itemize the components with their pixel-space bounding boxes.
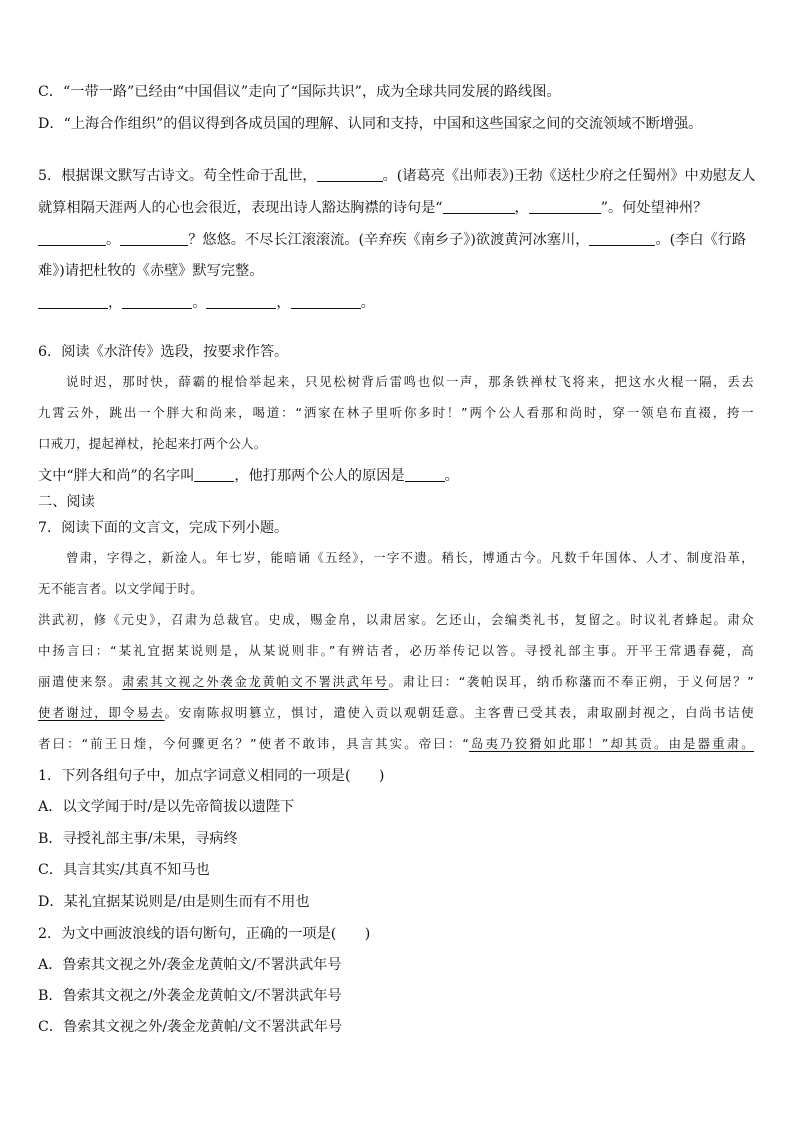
q7-passage-line-6: 使者谢过，即令易去。安南陈叔明篡立，惧讨，遣使入贡以观朝廷意。主客曹已受其表，肃取副封视之，白尚书诘使 — [38, 705, 754, 720]
answer-blank[interactable] — [589, 231, 655, 246]
q7-title: 7．阅读下面的文言文，完成下列小题。 — [38, 520, 289, 536]
q7-passage-line-7: 者曰：“前王日煃，今何骤更名？”使者不敢讳，具言其实。帝曰：“岛夷乃狡猾如此耶！”却其贡。由是器重肃。 — [38, 736, 754, 751]
q5-line-1: 5．根据课文默写古诗文。苟全性命于乱世， 。(诸葛亮《出师表》)王勃《送杜少府之任蜀州》中劝慰友人 — [38, 168, 756, 184]
sub1-option-c[interactable]: C．具言其实/其真不知马也 — [38, 862, 210, 878]
q5-line-5: ， 。 ， 。 — [38, 293, 375, 313]
answer-blank[interactable] — [443, 199, 515, 214]
answer-blank[interactable] — [206, 294, 276, 309]
q6-question: 文中“胖大和尚”的名字叫 ，他打那两个公人的原因是 。 — [38, 468, 459, 484]
q6-passage-line-2: 九霄云外，跳出一个胖大和尚来，喝道：“洒家在林子里听你多时！”两个公人看那和尚时，穿一领皂布直裰，挎一 — [38, 405, 754, 420]
sub2-option-b[interactable]: B．鲁索其文视之/外袭金龙黄帕文/不署洪武年号 — [38, 988, 342, 1004]
answer-blank[interactable] — [38, 294, 108, 309]
answer-blank[interactable] — [529, 199, 601, 214]
sub2-option-a[interactable]: A．鲁索其文视之外/袭金龙黄帕文/不署洪武年号 — [38, 957, 342, 973]
q4-option-c: C．“一带一路”已经由“中国倡议”走向了“国际共识”，成为全球共同发展的路线图。 — [38, 84, 561, 100]
underlined-sentence: 岛夷乃狡猾如此耶！”却其贡。由是器重肃。 — [469, 736, 754, 751]
q6-passage-line-1: 说时迟，那时快，薛霸的棍恰举起来，只见松树背后雷鸣也似一声，那条铁禅杖飞将来，把这水火棍一隔，丢去 — [66, 374, 754, 389]
sub1-option-a[interactable]: A．以文学闻于时/是以先帝简拔以遗陛下 — [38, 799, 295, 815]
sub1-option-d[interactable]: D．某礼宜据某说则是/由是则生而有不用也 — [38, 894, 310, 910]
wavy-underlined-sentence: 肃索其文视之外袭金龙黄帕文不署洪武年号 — [122, 674, 389, 689]
answer-blank[interactable] — [405, 467, 445, 482]
q6-passage-line-3: 口戒刀，提起禅杖，抡起来打两个公人。 — [38, 436, 267, 451]
q5-line-2: 就算相隔天涯两人的心也会很近，表现出诗人豁达胸襟的诗句是“ ， ”。何处望神州？ — [38, 200, 708, 216]
q5-line-4: 难》)请把杜牧的《赤壁》默写完整。 — [38, 263, 264, 279]
q7-passage-line-1: 曾肃，字得之，新淦人。年七岁，能暗诵《五经》，一字不遗。稍长，博通古今。凡数千年国体、人才、制度沿革， — [66, 550, 754, 565]
sub2-stem: 2．为文中画波浪线的语句断句，正确的一项是( ) — [38, 926, 371, 942]
sub2-option-c[interactable]: C．鲁索其文视之外/袭金龙黄帕/文不署洪武年号 — [38, 1019, 343, 1035]
q7-passage-line-4: 中扬言曰：“某礼宜据某说则是，从某说则非。”有辨诘者，必历举传记以答。寻授礼部主事。开平王常遇春薨，高 — [38, 643, 754, 658]
answer-blank[interactable] — [291, 294, 361, 309]
underlined-sentence: 使者谢过，即令易去 — [38, 705, 165, 720]
sub1-option-b[interactable]: B．寻授礼部主事/未果，寻病终 — [38, 831, 238, 847]
answer-blank[interactable] — [317, 167, 383, 182]
answer-blank[interactable] — [122, 294, 192, 309]
q7-passage-line-2: 无不能言者。以文学闻于时。 — [38, 581, 203, 596]
q7-passage-line-3: 洪武初，修《元史》，召肃为总裁官。史成，赐金帛，以肃居家。乞还山，会编类礼书，复留之。时议礼者蜂起。肃众 — [38, 612, 754, 627]
sub1-stem: 1．下列各组句子中，加点字词意义相同的一项是( ) — [38, 768, 385, 784]
q6-title: 6．阅读《水浒传》选段，按要求作答。 — [38, 344, 289, 360]
q5-line-3: 。 ？悠悠。不尽长江滚滚流。(辛弃疾《南乡子》)欲渡黄河冰塞川， 。(李白《行路 — [38, 230, 746, 250]
answer-blank[interactable] — [194, 467, 234, 482]
q7-passage-line-5: 丽遣使来祭。肃索其文视之外袭金龙黄帕文不署洪武年号。肃让曰：“袭帕误耳，纳币称藩而不奉正朔，于义何居？” — [38, 674, 754, 689]
answer-blank[interactable] — [120, 231, 188, 246]
q4-option-d: D．“上海合作组织”的倡议得到各成员国的理解、认同和支持，中国和这些国家之间的交流领域不断增强。 — [38, 116, 703, 132]
section-heading-reading: 二、阅读 — [38, 494, 95, 510]
answer-blank[interactable] — [38, 231, 106, 246]
